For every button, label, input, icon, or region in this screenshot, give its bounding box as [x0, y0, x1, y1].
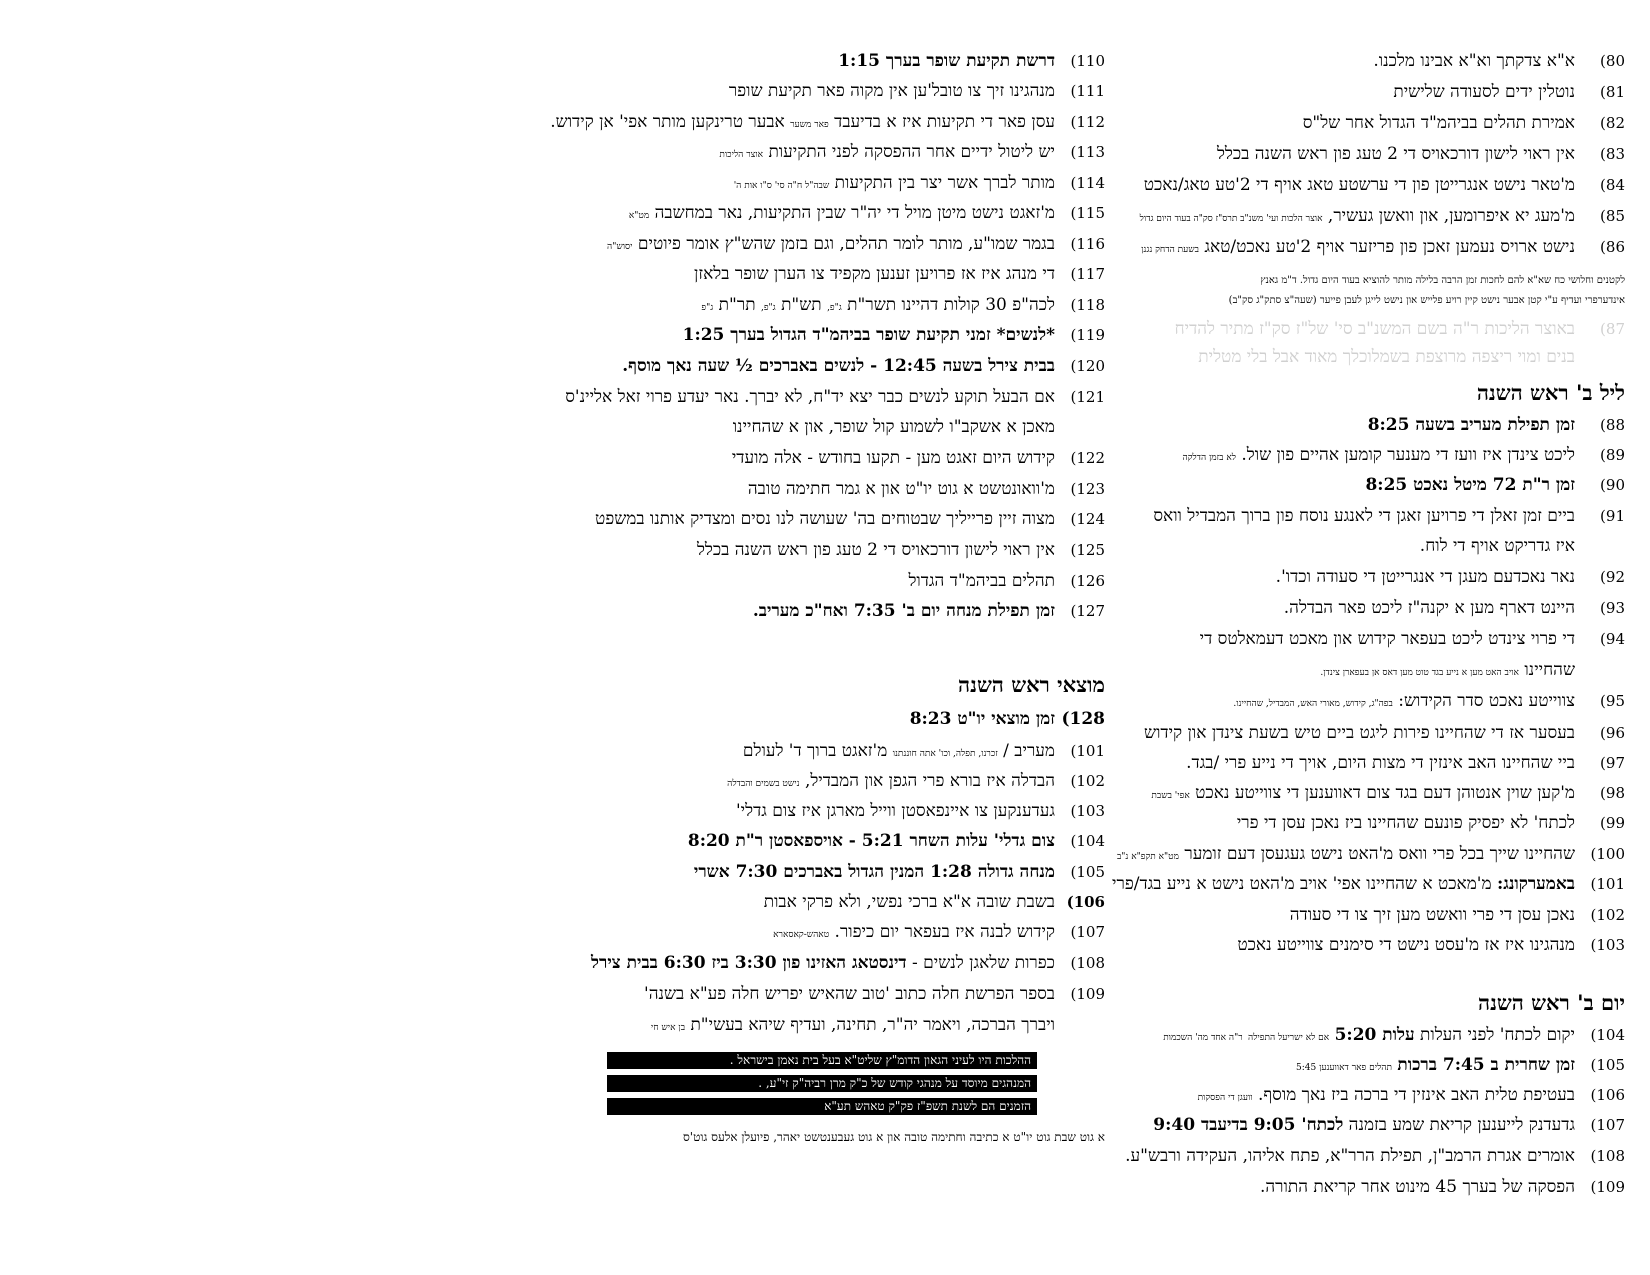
- item-number: 125): [1070, 541, 1105, 559]
- list-item: [1144, 174, 1625, 196]
- list-item: [1112, 873, 1625, 895]
- list-item: [1144, 722, 1625, 744]
- item-number: 112): [1070, 113, 1105, 131]
- item-number: 105): [1070, 863, 1105, 881]
- item-main-text: באמערקונג:: [1496, 874, 1575, 894]
- list-item: [1276, 566, 1625, 588]
- item-source-note: לא בזמן הדלקה: [1182, 453, 1236, 463]
- item-text: [773, 921, 1055, 946]
- item-text: [748, 478, 1055, 500]
- item-number: 85): [1600, 207, 1625, 225]
- list-item: [683, 324, 1105, 346]
- item-text: [550, 111, 1055, 136]
- item-number: 108): [1590, 1147, 1625, 1165]
- item-text: [732, 447, 1055, 469]
- item-number: 118): [1070, 296, 1105, 314]
- item-source-note-2: ג"פ,: [760, 303, 776, 313]
- item-text: [1237, 934, 1575, 956]
- item-text: [729, 80, 1055, 102]
- item-text: [910, 708, 1055, 730]
- list-item: [1237, 934, 1625, 956]
- item-main-text: זמן תפילת מנחה יום ב' 7:35 ואח"כ מעריב.: [752, 601, 1055, 621]
- item-main-text: בעסער אז די שהחיינו פירות ליגט ביים טיש בשעת צינדן און קידוש: [1144, 723, 1575, 743]
- list-item: [1182, 444, 1625, 469]
- item-source-note: וועגן די הפסקות: [1197, 1093, 1253, 1103]
- item-main-text: יש ליטול ידיים אחר ההפסקה לפני התקיעות: [768, 142, 1055, 162]
- item-number: 92): [1600, 568, 1625, 586]
- item-number: 106): [1066, 893, 1105, 911]
- item-main-text: כפרות שלאגן לנשים -: [912, 953, 1055, 973]
- item-main-text: בנים ומוי ריצפה מרוצפת בשמלוכלך מאוד אבל בלי מטלית: [1198, 347, 1575, 367]
- list-item: [1420, 535, 1625, 557]
- faded-item: [1175, 318, 1625, 340]
- item-text: [629, 202, 1055, 227]
- item-number: 124): [1070, 510, 1105, 528]
- item-text: [1153, 1114, 1575, 1136]
- item-main-text: עסן פאר די תקיעות איז א בדיעבד: [834, 112, 1055, 132]
- item-number: 96): [1600, 724, 1625, 742]
- item-source-note-3: ג"פ: [701, 303, 714, 313]
- list-item: [1198, 1084, 1625, 1109]
- item-main-text: דרשת תקיעת שופר בערך 1:15: [838, 51, 1055, 71]
- item-text: [644, 983, 1055, 1005]
- item-number: 91): [1600, 507, 1625, 525]
- item-text: [1290, 904, 1575, 926]
- list-item: [1303, 112, 1625, 134]
- item-text: [734, 172, 1055, 197]
- item-main-text: א"א צדקתך וא"א אבינו מלכנו.: [1373, 51, 1575, 71]
- item-text: [1237, 812, 1575, 834]
- item-main-text: קידוש לבנה איז בעפאר יום כיפור.: [834, 922, 1055, 942]
- list-item: [694, 861, 1105, 883]
- item-number: 115): [1070, 204, 1105, 222]
- item-main-text: אומרים אגרת הרמב"ן, תפילת הרר"א, פתח אליהו, העקידה ורבש"ע.: [1125, 1146, 1575, 1166]
- item-text-2: מ'מאכט א שהחיינו אפי' אויב מ'האט נישט א נייע בגד/פרי: [1112, 874, 1492, 894]
- item-main-text: מנחה גדולה 1:28 המנין הגדול באברכים 7:30 אשרי: [693, 862, 1055, 882]
- item-text: [683, 324, 1055, 346]
- item-number: 121): [1070, 388, 1105, 406]
- item-main-text: בגמר שמו"ע, מותר לומר תהלים, וגם בזמן שהש"ץ אומר פיוטים: [637, 234, 1055, 254]
- item-text: [1112, 873, 1575, 895]
- item-text: [565, 386, 1055, 408]
- item-main-text: מאכן א אשקב"ו לשמוע קול שופר, און א שהחיינו: [732, 417, 1055, 437]
- list-item: [595, 508, 1105, 530]
- list-item: [629, 202, 1105, 227]
- item-main-text: אין ראוי לישון דורכאויס די 2 טעג פון ראש השנה בכלל: [1216, 144, 1575, 164]
- item-text: [1303, 112, 1575, 134]
- item-number: 105): [1590, 1056, 1625, 1074]
- item-main-text: מנהגינו איז אז מ'עסט נישט די סימנים צווייטע נאכט: [1237, 935, 1575, 955]
- item-number: 100): [1590, 845, 1625, 863]
- item-main-text: אמירת תהלים בביהמ"ד הגדול אחר של"ס: [1302, 113, 1575, 133]
- item-text: [1125, 1145, 1575, 1167]
- item-main-text: זמן תפילת מעריב בשעה 8:25: [1367, 415, 1575, 435]
- list-item: [753, 600, 1105, 622]
- item-text: [1368, 414, 1575, 436]
- list-item: [1320, 659, 1625, 684]
- section-heading-day-2: יום ב' ראש השנה: [1478, 990, 1625, 1015]
- item-text: [1296, 1054, 1575, 1079]
- item-main-text: שהחיינו: [1524, 660, 1575, 680]
- item-text: [1141, 236, 1575, 261]
- item-text-2: אבער טרינקען מותר אפי' אן קידוש.: [550, 112, 785, 132]
- item-text: [1365, 474, 1575, 496]
- item-text: [1151, 782, 1575, 807]
- list-item: [694, 263, 1105, 285]
- item-text: [1186, 752, 1575, 774]
- item-text: [719, 141, 1055, 166]
- list-item: [1368, 414, 1625, 436]
- item-main-text: ליכט צינדן איז וועז די מענער קומען אהיים פון שול.: [1241, 445, 1575, 465]
- item-source-note: אויב האט מען א נייע בגד טוט מען דאס אן בעפארן צינדן.: [1320, 668, 1519, 678]
- item-text: [1153, 505, 1575, 527]
- item-main-text: בשבת שובה א"א ברכי נפשי, ולא פרקי אבות: [763, 892, 1055, 912]
- list-item: [1233, 690, 1625, 715]
- item-number: 98): [1600, 784, 1625, 802]
- item-text: [733, 416, 1055, 438]
- item-text: [1233, 690, 1575, 715]
- item-text: [651, 1014, 1055, 1039]
- list-item: [1117, 843, 1625, 868]
- list-item: [764, 891, 1105, 913]
- list-item: [727, 770, 1105, 795]
- item-main-text: ביי שהחיינו האב אינזין די מצות היום, אויך די נייע פרי /בגד.: [1186, 753, 1575, 773]
- item-main-text: נישט ארויס נעמען זאכן פון פריזער אויף 2'טע נאכט/טאג: [1204, 237, 1575, 257]
- item-main-text: די מנהג איז אז פרויען זענען מקפיד צו הערן שופר בלאזן: [694, 264, 1055, 284]
- small-note-2: אינדערפרי ועדיף ע"י קטן אבער נישט קיין רויע פלייש און נישט לייגן לעבן פייער (שעה"צ סתק"ג סק"ב): [1228, 295, 1625, 306]
- item-source-note: אם לא ישריעל התפילה: [1248, 1033, 1330, 1043]
- item-main-text: לכתח' לא יפסיק פונעם שהחיינו ביז נאכן עסן די פרי: [1236, 813, 1575, 833]
- item-text: [1320, 659, 1575, 684]
- list-item: [1153, 505, 1625, 527]
- section-heading-motzei: מוצאי ראש השנה: [958, 672, 1105, 697]
- list-item: [1296, 1054, 1625, 1079]
- small-note-1: לקטנים וחלושי כח שא"א להם לחכות זמן הרבה בלילה מותר להוציא בעוד היום גדול. ד"מ גאנץ: [1260, 275, 1625, 286]
- list-item: [910, 708, 1105, 730]
- item-number: 117): [1070, 265, 1105, 283]
- item-main-text: נוטלין ידים לסעודה שלישית: [1393, 82, 1575, 102]
- list-item: [743, 740, 1105, 765]
- item-text: [1284, 597, 1575, 619]
- item-text: [1373, 50, 1575, 72]
- item-main-text: זמן שחרית ב 7:45 ברכות: [1397, 1055, 1575, 1075]
- item-main-text: הפסקה של בערך 45 מינוט אחר קריאת התורה.: [1259, 1177, 1575, 1197]
- item-text-2: מ'זאגט ברוך ד' לעולם: [742, 741, 888, 761]
- item-main-text: נאר נאכדעם מעגן די אנגרייטן די סעודה וכדו'.: [1275, 567, 1575, 587]
- item-main-text: *לנשים* זמני תקיעת שופר בביהמ"ד הגדול בערך 1:25: [682, 325, 1055, 345]
- item-main-text: אם הבעל תוקע לנשים כבר יצא יד"ח, לא יברך. נאר יעדע פרוי זאל אליינ'ס: [565, 387, 1055, 407]
- item-number: 93): [1600, 599, 1625, 617]
- credit-bar-3: הזמנים הם לשנת תשפ"ז פק"ק טאהש תע"א: [607, 1098, 1037, 1115]
- item-number: 87): [1600, 320, 1625, 338]
- item-main-text: יקום לכתח' לפני העלות: [1419, 1025, 1575, 1045]
- item-main-text: גדעדנק לייענען קריאת שמע בזמנה: [1348, 1115, 1575, 1135]
- item-number: 107): [1070, 923, 1105, 941]
- item-number: 97): [1600, 754, 1625, 772]
- item-number: 94): [1600, 630, 1625, 648]
- item-main-text: געדענקען צו איינפאסטן ווייל מארגן איז צום גדלי': [736, 801, 1055, 821]
- list-item: [565, 386, 1105, 408]
- item-main-text: מצוה זיין פרייליך שבטוחים בה' שעושה לנו נסים ומצדיק אותנו במשפט: [595, 509, 1055, 529]
- item-number: 109): [1070, 985, 1105, 1003]
- item-number: 95): [1600, 692, 1625, 710]
- item-text: [694, 263, 1055, 285]
- item-number: 90): [1600, 476, 1625, 494]
- item-number: 103): [1590, 936, 1625, 954]
- item-number: 108): [1070, 954, 1105, 972]
- item-main-text: ויברך הברכה, ויאמר יה"ר, תחינה, ועדיף שיהא בעשי"ת: [690, 1015, 1055, 1035]
- list-item: [1393, 81, 1625, 103]
- item-source-note-2: ר"ה אחד מה' השכמות: [1163, 1033, 1243, 1043]
- item-main-text: מ'מעג יא איפרומען, און וואשן געשיר,: [1327, 206, 1575, 226]
- item-main-text: די פרוי צינדט ליכט בעפאר קידוש און מאכט דעמאלטס די: [1199, 629, 1575, 649]
- item-bold-text: לכתח' 9:05 בדיעבד 9:40: [1153, 1115, 1344, 1135]
- item-main-text: איז גדריקט אויף די לוח.: [1419, 536, 1575, 556]
- item-text: [622, 355, 1055, 377]
- list-item: [1260, 1176, 1625, 1198]
- item-number: 107): [1590, 1116, 1625, 1134]
- list-item: [1140, 205, 1625, 230]
- list-item: [1125, 1145, 1625, 1167]
- item-main-text: מעריב /: [1003, 741, 1055, 761]
- item-main-text: בספר הפרשת חלה כתוב 'טוב שהאיש יפריש חלה פע"א בשנה': [644, 984, 1055, 1004]
- item-text: [697, 539, 1055, 561]
- item-main-text: מ'קען שוין אנטוהן דעם בגד צום דאווענען די צווייטע נאכט: [1195, 783, 1575, 803]
- item-source-note: אפי' בשבת: [1151, 791, 1190, 801]
- list-item: [1151, 782, 1625, 807]
- item-number: 128): [1061, 709, 1105, 729]
- list-item: [550, 111, 1105, 136]
- list-item: [1373, 50, 1625, 72]
- item-source-note: בן איש חי: [650, 1023, 686, 1033]
- item-main-text: בעטיפת טלית האב אינזין די ברכה ביז נאך מוסף.: [1257, 1085, 1575, 1105]
- item-text: [727, 770, 1055, 795]
- item-source-note: בפה"ג, קידוש, מאורי האש, המבדיל, שהחיינו.: [1233, 699, 1393, 709]
- item-main-text: ביים זמן זאלן די פרויען זאגן די לאנגע נוסח פון ברוך המבדיל וואס: [1153, 506, 1575, 526]
- item-number: 120): [1070, 357, 1105, 375]
- credit-bar-2: המנהגים מיוסד על מנהגי קודש של כ"ק מרן רביה"ק זי"ע, .: [607, 1075, 1037, 1092]
- list-item: [1153, 1114, 1625, 1136]
- item-main-text: מ'וואונטשט א גוט יו"ט און א גמר חתימה טובה: [747, 479, 1055, 499]
- item-text-3: תר"ת: [718, 295, 756, 315]
- item-source-note: בשעת הדחק נגנן: [1141, 245, 1199, 255]
- item-main-text: זמן ר"ת 72 מיטל נאכט 8:25: [1365, 475, 1575, 495]
- item-number: 104): [1070, 832, 1105, 850]
- item-text: [595, 508, 1055, 530]
- item-main-text: באוצר הליכות ר"ה בשם המשנ"ב סי' של"ז סק"ז מתיר להדיח: [1174, 319, 1575, 339]
- item-main-text: צווייטע נאכט סדר הקידוש:: [1398, 691, 1575, 711]
- list-item: [729, 80, 1105, 102]
- item-number: 119): [1070, 326, 1105, 344]
- list-item: [697, 539, 1105, 561]
- item-text: [591, 952, 1055, 974]
- list-item: [1237, 812, 1625, 834]
- item-text: [1260, 1176, 1575, 1198]
- item-main-text: מ'טאר נישט אנגרייטן פון די ערשטע טאג אויף די 2'טע טאג/נאכט: [1143, 175, 1575, 195]
- list-item: [1284, 597, 1625, 619]
- item-number: 127): [1070, 602, 1105, 620]
- item-text: [753, 600, 1055, 622]
- list-item: [733, 416, 1105, 438]
- item-text: [1163, 1024, 1575, 1049]
- item-number: 116): [1070, 235, 1105, 253]
- item-main-text: לכה"פ 30 קולות דהיינו תשר"ת: [847, 295, 1055, 315]
- item-bold-text: עלות 5:20: [1334, 1025, 1415, 1045]
- item-number: 82): [1600, 114, 1625, 132]
- credit-bar-1: ההלכות היו לעיני הגאון הדומ"ץ שליט"א בעל בית נאמן בישראל .: [607, 1052, 1037, 1069]
- item-main-text: בבית צירל בשעה 12:45 - לנשים באברכים ½ שעה נאך מוסף.: [622, 356, 1055, 376]
- item-number: 101): [1590, 875, 1625, 893]
- item-text: [1144, 174, 1575, 196]
- item-text: [1276, 566, 1575, 588]
- list-item: [607, 233, 1105, 258]
- item-number: 114): [1070, 174, 1105, 192]
- item-source-note: שבה"ל ח"ה סי' ס"ו אות ה': [733, 181, 830, 191]
- list-item: [644, 983, 1105, 1005]
- list-item: [732, 447, 1105, 469]
- item-number: 81): [1600, 83, 1625, 101]
- item-text: [694, 861, 1055, 883]
- item-main-text: מנהגינו זיך צו טובל'ען אין מקוה פאר תקיעת שופר: [728, 81, 1055, 101]
- list-item: [719, 141, 1105, 166]
- item-number: 109): [1590, 1178, 1625, 1196]
- item-text: [908, 570, 1055, 592]
- item-source-note: זכרנו, תפלה, וכו' אתה חוננתנו: [892, 749, 998, 759]
- item-source-note: טאהש-קאסארא: [773, 930, 830, 940]
- item-number: 123): [1070, 480, 1105, 498]
- item-text: [1393, 81, 1575, 103]
- list-item: [1141, 236, 1625, 261]
- item-text: [1175, 318, 1575, 340]
- item-number: 106): [1590, 1086, 1625, 1104]
- section-heading-night-2: ליל ב' ראש השנה: [1476, 380, 1625, 405]
- item-number: 89): [1600, 446, 1625, 464]
- item-number: 103): [1070, 802, 1105, 820]
- item-source-note: אוצר הליכות: [719, 150, 764, 160]
- list-item: [736, 800, 1105, 822]
- item-text-2: תש"ת: [781, 295, 822, 315]
- list-item: [651, 1014, 1105, 1039]
- item-main-text: נאכן עסן די פרי וואשט מען זיך צו די סעודה: [1289, 905, 1575, 925]
- item-source-note: ג"פ,: [827, 303, 842, 313]
- item-text: [1117, 843, 1575, 868]
- list-item: [622, 355, 1105, 377]
- item-source-note: מט"א: [628, 211, 650, 221]
- list-item: [838, 50, 1105, 72]
- list-item: [1217, 143, 1625, 165]
- list-item: [1163, 1024, 1625, 1049]
- item-main-text: זמן מוצאי יו"ט 8:23: [909, 709, 1055, 729]
- footer-blessing: א גוט שבת גוט יו"ט א כתיבה וחתימה טובה און א גוט געבענטשט יאהר, פיועלן אלעס גוט'ס: [682, 1130, 1105, 1144]
- item-source-note: תהלים פאר דאווענען 5:45: [1296, 1063, 1392, 1073]
- item-text: [1198, 346, 1575, 368]
- item-number: 83): [1600, 145, 1625, 163]
- item-source-note: פאר משער: [790, 120, 829, 130]
- list-item: [748, 478, 1105, 500]
- item-number: 126): [1070, 572, 1105, 590]
- item-text: [688, 830, 1055, 852]
- item-number: 102): [1590, 906, 1625, 924]
- list-item: [1200, 628, 1625, 650]
- item-number: 122): [1070, 449, 1105, 467]
- item-source-note: מט"א תקפ"א נ"ב: [1116, 852, 1179, 862]
- item-text: [1198, 1084, 1575, 1109]
- item-main-text: צום גדלי' עלות השחר 5:21 - אויספאסטן ר"ת 8:20: [687, 831, 1055, 851]
- list-item: [701, 294, 1105, 319]
- item-number: 102): [1070, 772, 1105, 790]
- item-main-text: אין ראוי לישון דורכאויס די 2 טעג פון ראש השנה בכלל: [696, 540, 1055, 560]
- list-item: [591, 952, 1105, 974]
- item-number: 104): [1590, 1026, 1625, 1044]
- item-text: [764, 891, 1055, 913]
- item-number: 113): [1070, 143, 1105, 161]
- item-text: [1200, 628, 1575, 650]
- item-number: 110): [1070, 52, 1105, 70]
- item-text: [1182, 444, 1575, 469]
- item-main-text: הבדלה איז בורא פרי הגפן און המבדיל,: [804, 771, 1055, 791]
- item-text: [607, 233, 1055, 258]
- item-main-text: מ'זאגט נישט מיטן מויל די יה"ר שבין התקיעות, נאר במחשבה: [654, 203, 1055, 223]
- item-number: 101): [1070, 742, 1105, 760]
- item-text: [1140, 205, 1575, 230]
- item-number: 88): [1600, 416, 1625, 434]
- item-text: [736, 800, 1055, 822]
- item-text: [1144, 722, 1575, 744]
- item-text: [743, 740, 1055, 765]
- item-text: [701, 294, 1055, 319]
- item-main-text: תהלים בביהמ"ד הגדול: [908, 571, 1055, 591]
- item-main-text: קידוש היום זאגט מען - תקעו בחודש - אלה מועדי: [731, 448, 1055, 468]
- item-text: [1217, 143, 1575, 165]
- item-source-note: יסוש"ה: [607, 242, 633, 252]
- list-item: [1290, 904, 1625, 926]
- list-item: [773, 921, 1105, 946]
- item-number: 111): [1070, 82, 1105, 100]
- item-text: [1420, 535, 1575, 557]
- item-source-note: אוצר הלכות ועי' משנ"ב תרס"ז סק"ה בעוד היום גדול: [1139, 214, 1323, 224]
- faded-item-continued: [1198, 346, 1625, 368]
- item-main-text: היינט דארף מען א יקנה"ז ליכט פאר הבדלה.: [1283, 598, 1575, 618]
- item-number: 84): [1600, 176, 1625, 194]
- item-source-note: נישט בשמים והבדלה: [727, 779, 800, 789]
- item-number: 99): [1600, 814, 1625, 832]
- item-number: 86): [1600, 238, 1625, 256]
- list-item: [688, 830, 1105, 852]
- item-number: 80): [1600, 52, 1625, 70]
- list-item: [1365, 474, 1625, 496]
- item-text: [838, 50, 1055, 72]
- list-item: [1186, 752, 1625, 774]
- list-item: [908, 570, 1105, 592]
- list-item: [734, 172, 1105, 197]
- item-main-text: שהחיינו שייך בכל פרי וואס מ'האט נישט געגעסן דעם זומער: [1184, 844, 1575, 864]
- item-bold-text: דינסטאג האזינו פון 3:30 ביז 6:30 בבית צירל: [591, 953, 907, 973]
- item-main-text: מותר לברך אשר יצר בין התקיעות: [834, 173, 1055, 193]
